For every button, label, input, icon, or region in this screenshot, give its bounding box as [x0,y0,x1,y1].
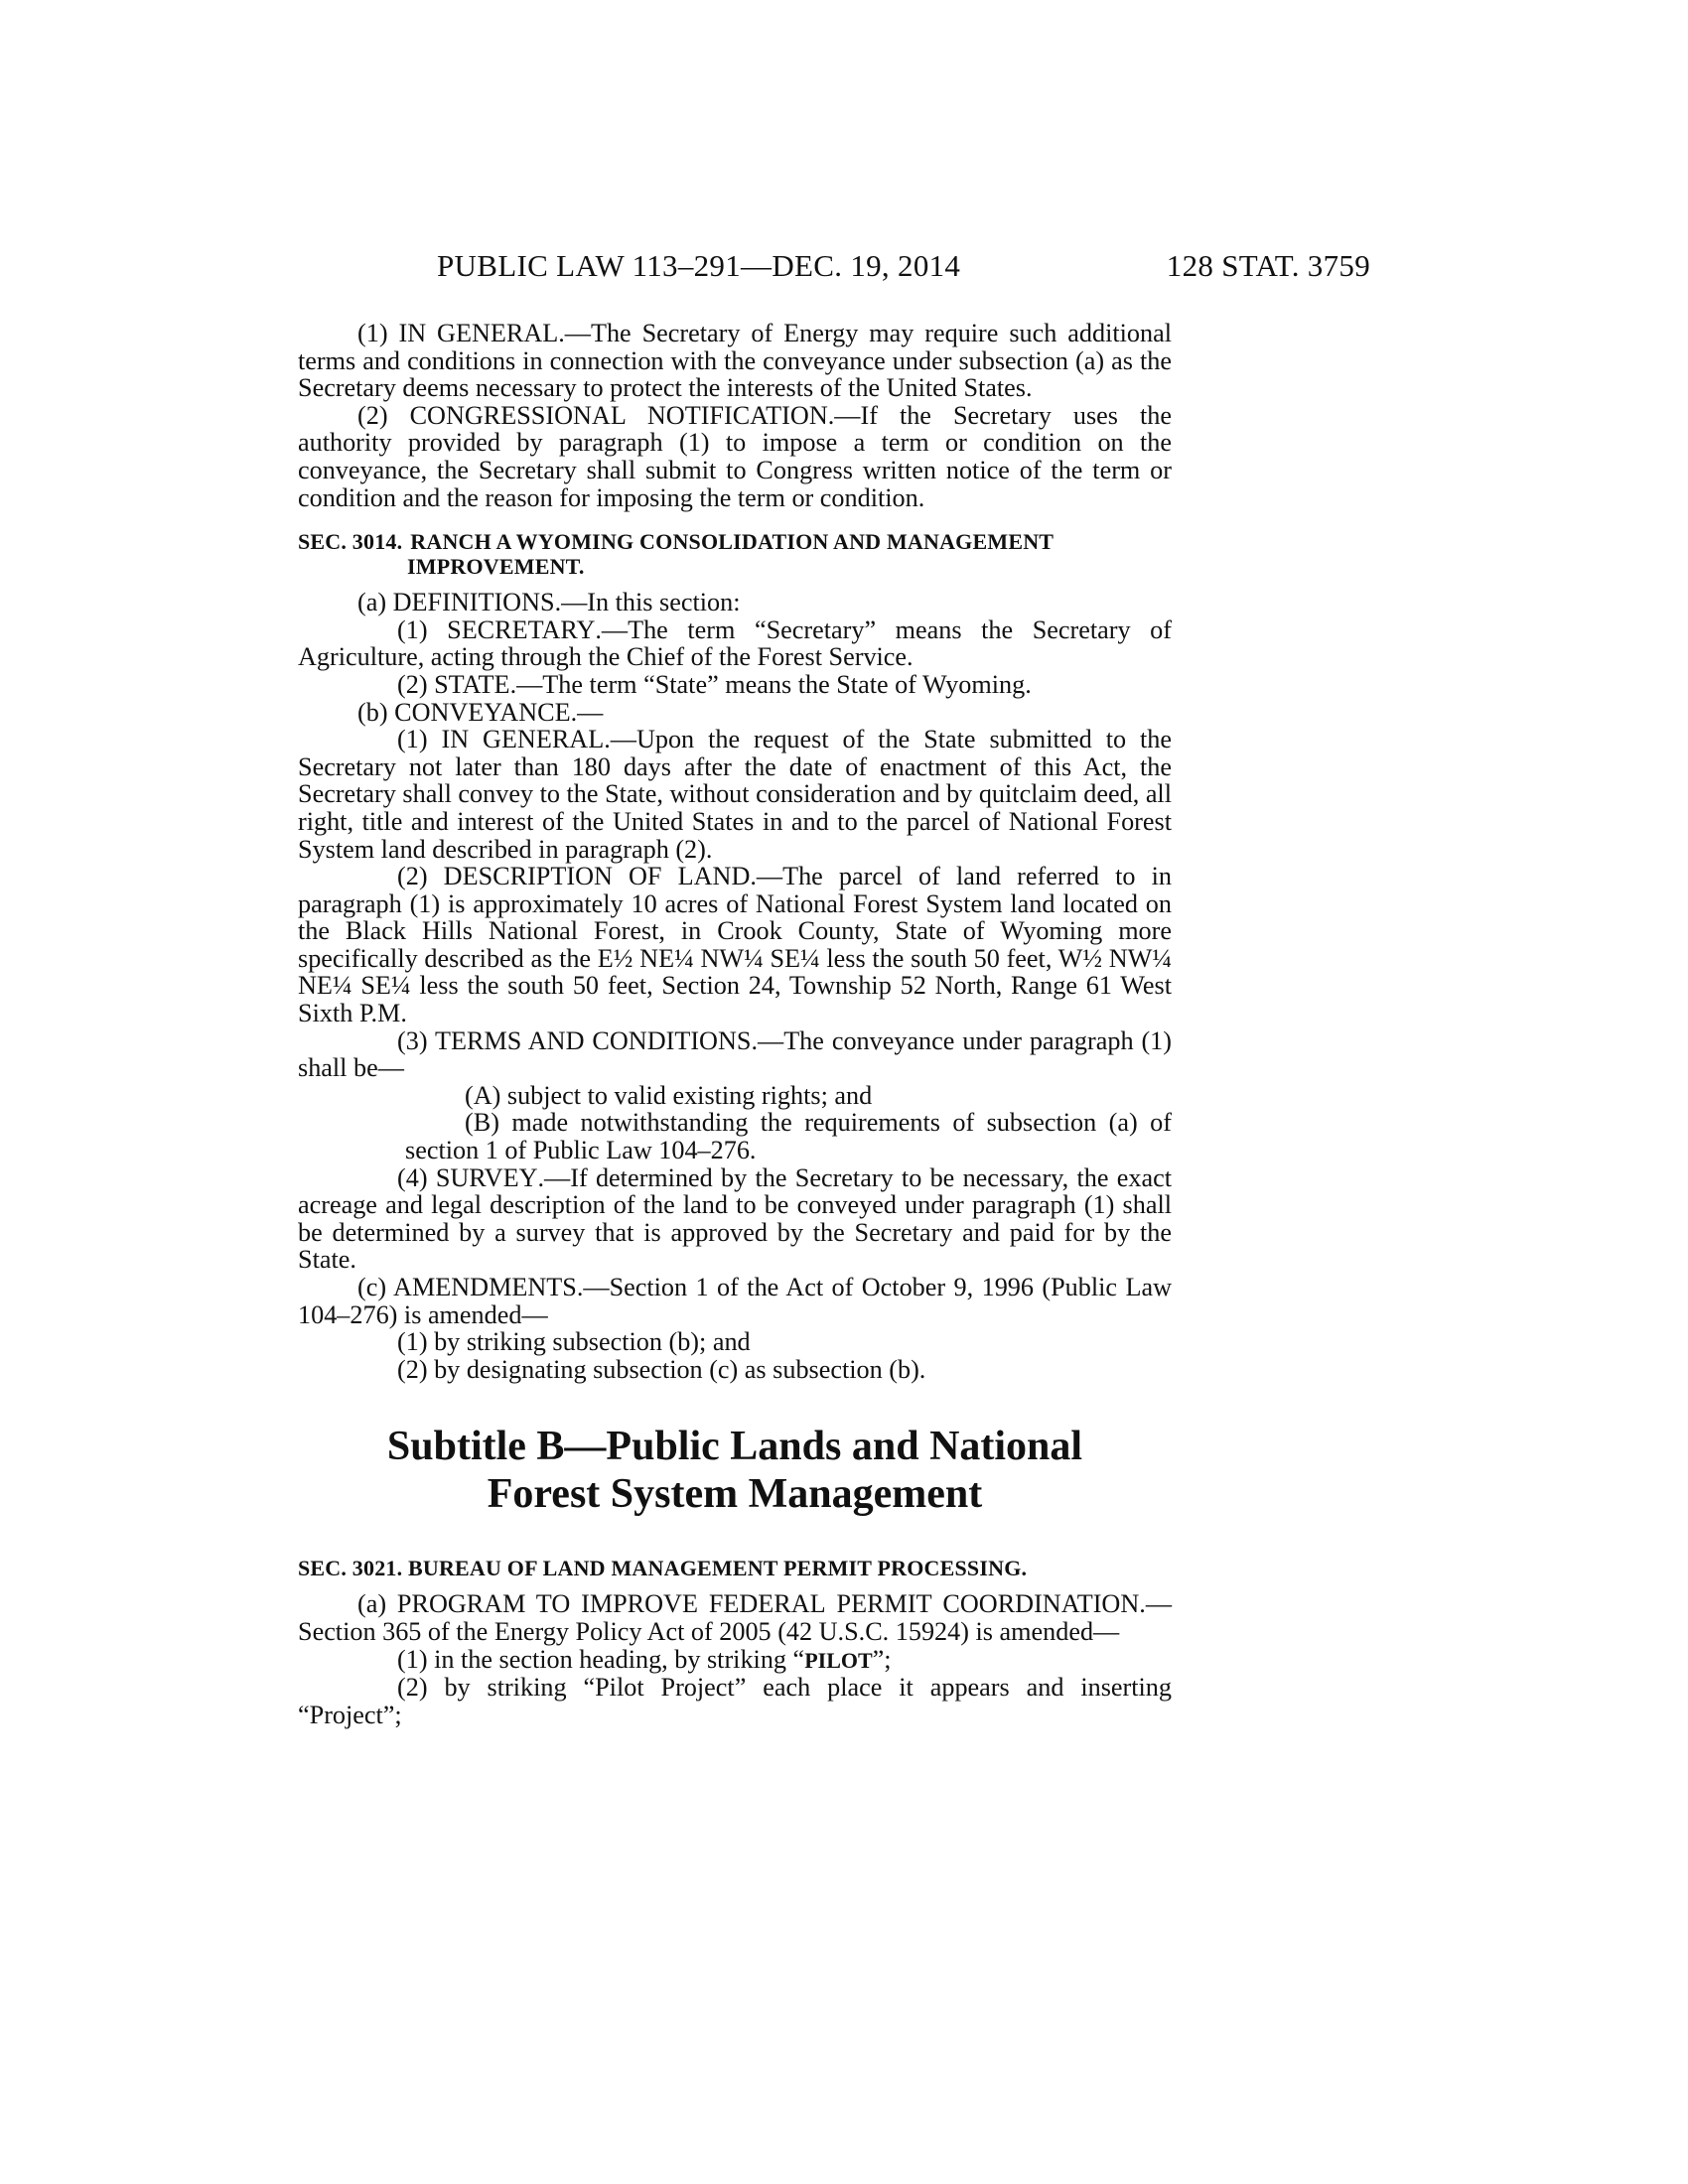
amendment-2: (2) by designating subsection (c) as subsection (b). [397,1354,926,1384]
paragraph-general: (1) IN GENERAL.—The Secretary of Energy may require such additional terms and conditions in connection with the conveyance under subsection (a) as the Secretary deems necessary to protect the interests of the United States. [298,319,1172,403]
section-3021-heading: SEC. 3021. BUREAU OF LAND MANAGEMENT PERMIT PROCESSING. [298,1556,1028,1581]
survey: (4) SURVEY.—If determined by the Secretary to be necessary, the exact acreage and legal description of the land to be conveyed under paragraph (1) shall be determined by a survey that is approved by the Secretary and paid for by the State. [298,1162,1172,1275]
statute-citation: 128 STAT. 3759 [1166,248,1370,283]
program-item-1: (1) in the section heading, by striking “PILOT”; [397,1644,892,1674]
subsection-a-definitions: (a) DEFINITIONS.—In this section: [357,588,741,617]
subsection-b-conveyance: (b) CONVEYANCE.— [357,697,604,727]
conveyance-in-general: (1) IN GENERAL.—Upon the request of the State submitted to the Secretary not later than 180 days after the date of enactment of this Act, the Secretary shall convey to the State, without consideration and by quitclaim deed, all right, title and interest of the United States in and to the parcel of National Forest System land described in paragraph (2). [298,725,1172,864]
subsection-a-program: (a) PROGRAM TO IMPROVE FEDERAL PERMIT COORDINATION.— Section 365 of the Energy Policy Act of 2005 (42 U.S.C. 15924) is amended— [298,1589,1172,1646]
clause-a: (A) subject to valid existing rights; and [465,1080,873,1110]
section-3014-heading: SEC. 3014. RANCH A WYOMING CONSOLIDATION AND MANAGEMENT IMPROVEMENT. [298,529,1055,580]
program-item-2: (2) by striking “Pilot Project” each place it appears and inserting “Project”; [298,1673,1172,1729]
subsection-c-amendments: (c) AMENDMENTS.—Section 1 of the Act of October 9, 1996 (Public Law 104–276) is amended— [298,1273,1173,1329]
subtitle-heading: Subtitle B—Public Lands and National Forest System Management [386,1424,1083,1518]
definition-secretary: (1) SECRETARY.—The term “Secretary” means the Secretary of Agriculture, acting through the Chief of the Forest Service. [298,614,1172,672]
paragraph-congressional-notification: (2) CONGRESSIONAL NOTIFICATION.—If the Secretary uses the authority provided by paragraph (1) to impose a term or condition on the conveyance, the Secretary shall submit to Congress written notice of the term or condition and the reason for imposing the term or condition. [298,400,1172,512]
definition-state: (2) STATE.—The term “State” means the State of Wyoming. [397,669,1032,699]
terms-and-conditions: (3) TERMS AND CONDITIONS.—The conveyance under paragraph (1) shall be— [298,1025,1172,1083]
description-of-land: (2) DESCRIPTION OF LAND.—The parcel of land referred to in paragraph (1) is approximately 10 acres of National Forest System land located on the Black Hills National Forest, in Crook County, State of Wyoming more specifically described as the E½ NE¼ NW¼ SE¼ less the south 50 feet, W½ NW¼ NE¼ SE¼ less the south 50 feet, Section 24, Township 52 North, Range 61 West Sixth P.M. [298,862,1172,1028]
amendment-1: (1) by striking subsection (b); and [397,1327,751,1357]
body-text [298,320,1172,1728]
page-header [437,248,1370,288]
running-title: PUBLIC LAW 113–291—DEC. 19, 2014 [437,248,961,283]
clause-b: (B) made notwithstanding the requirements of subsection (a) of section 1 of Public Law 104–276. [405,1108,1172,1165]
